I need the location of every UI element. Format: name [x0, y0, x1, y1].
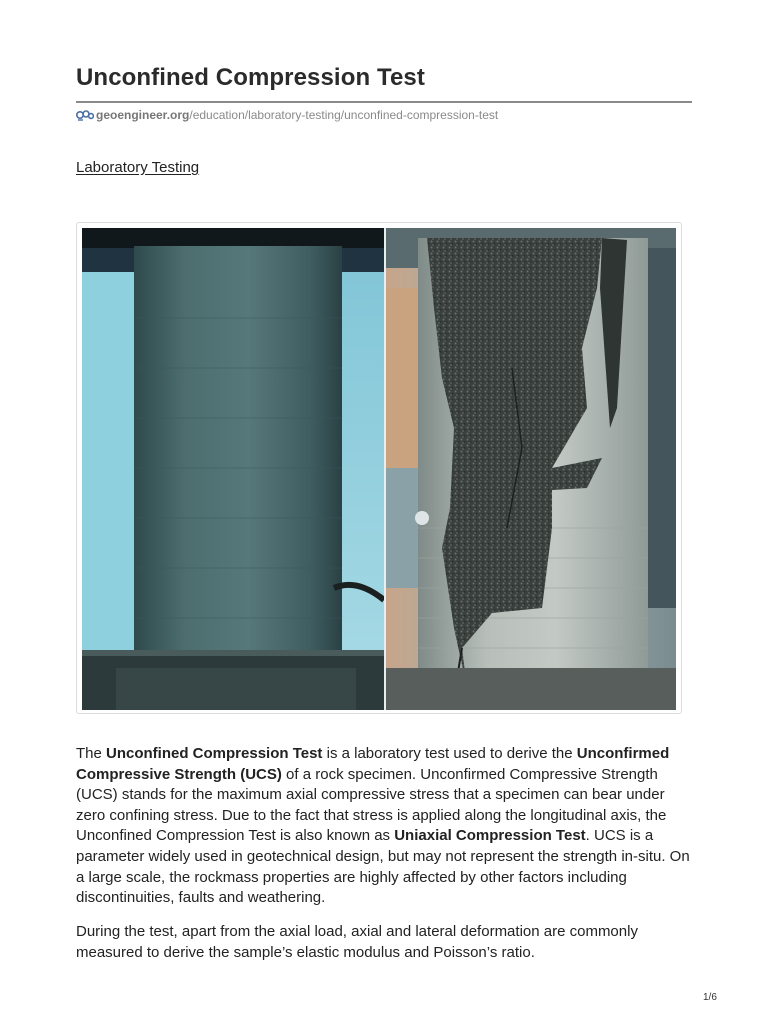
intact-specimen-photo [82, 228, 384, 710]
source-url[interactable] [76, 106, 498, 124]
text-run: The [76, 745, 107, 762]
text-run: . UCS is a parameter widely used in geotechnical design, but may not represent the strength in-situ. On a large scale, the rockmass properties are highly affected by other factors including discontinuities, faults and weathering. [76, 827, 690, 907]
page-counter: 1/6 [703, 992, 717, 1003]
page-title: Unconfined Compression Test [76, 64, 425, 91]
source-path: /education/laboratory-testing/unconfined-compression-test [189, 108, 499, 122]
text-run: is a laboratory test used to derive the [322, 745, 577, 762]
category-link-laboratory-testing[interactable]: Laboratory Testing [76, 159, 200, 176]
text-run: During the test, apart from the axial load, axial and lateral deformation are commonly measured to derive the sample’s elastic modulus and Poisson’s ratio. [76, 923, 638, 961]
text-run: of a rock specimen. Unconfirmed Compressive Strength (UCS) stands for the maximum axial compressive stress that a specimen can bear under zero confining stress. Due to the fact that stress is applied along the longitudinal axis, the Unconfined Compression Test is also known as [76, 765, 667, 845]
bold-term: Unconfirmed Compressive Strength (UCS) [76, 745, 670, 783]
bold-term: Unconfined Compression Test [106, 745, 323, 762]
specimen-figure [76, 222, 682, 714]
source-domain: geoengineer.org [96, 108, 190, 122]
specimen-photo [82, 228, 676, 710]
paragraph-intro [76, 744, 696, 909]
geoengineer-logo-icon [76, 108, 94, 122]
paragraph-deformation [76, 922, 696, 963]
bold-term: Uniaxial Compression Test [394, 827, 586, 845]
failed-specimen-photo [386, 228, 676, 710]
title-divider [76, 101, 692, 103]
